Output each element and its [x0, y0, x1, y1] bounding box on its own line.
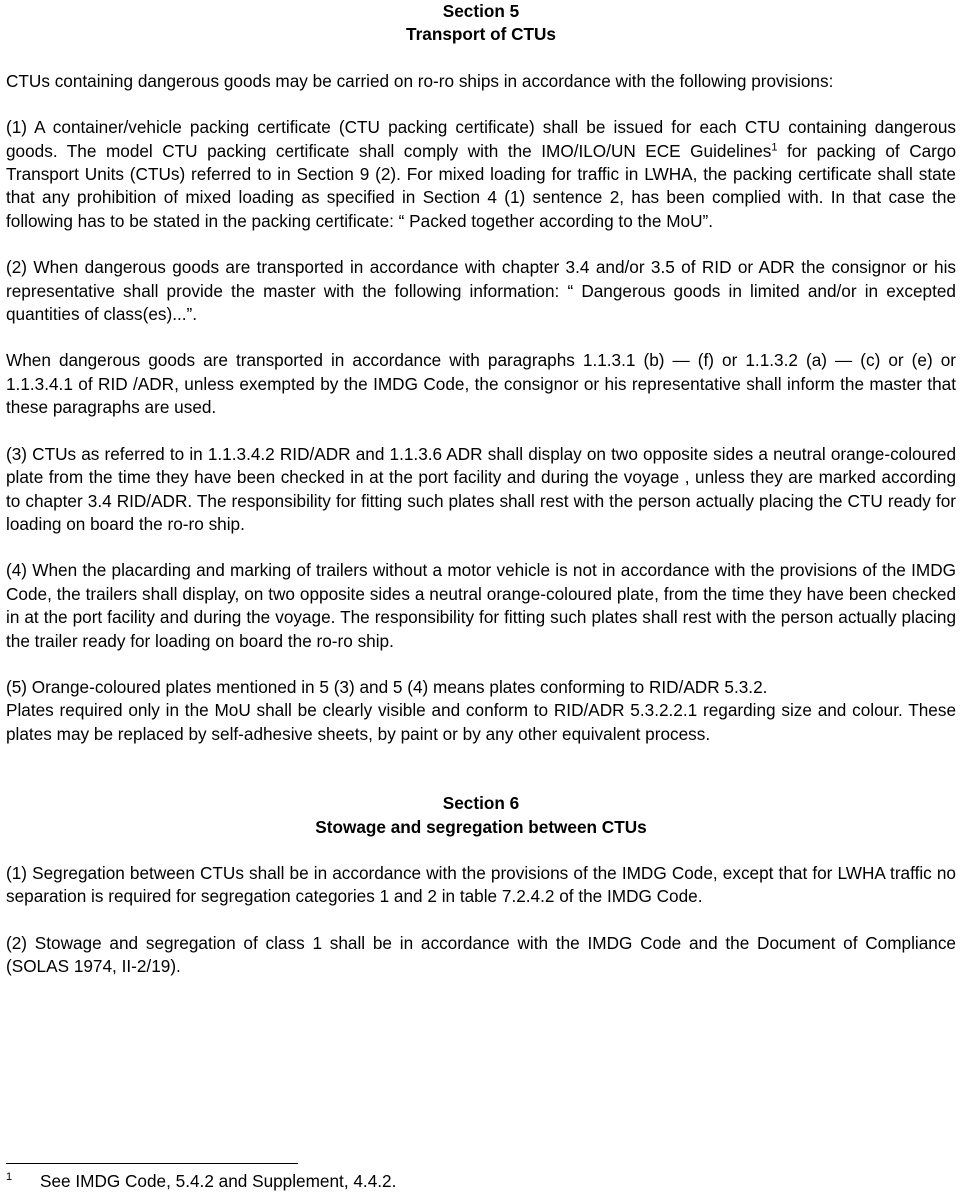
section-6-title: Stowage and segregation between CTUs — [315, 816, 647, 837]
footnote-reference: 1 — [771, 140, 778, 153]
paragraph-1-text-b: for packing of Cargo Transport Units (CTUs) referred to in Section 9 (2). For mixed loading for traffic in LWHA, the packing certificate shall state that any prohibition of mixed loading as specified in Section 4 (1) sentence 2, has been complied with. In that case the following has to be stated in the packing certificate: “ Packed together according to the MoU”. — [6, 140, 957, 231]
section-5-paragraph-5a: (5) Orange-coloured plates mentioned in 5 (3) and 5 (4) means plates conforming to RID/ADR 5.3.2. — [6, 676, 768, 697]
footnote: 1 See IMDG Code, 5.4.2 and Supplement, 4.4.2. — [6, 1171, 397, 1191]
section-6-paragraph-2: (2) Stowage and segregation of class 1 shall be in accordance with the IMDG Code and the Document of Compliance (SOLAS 1974, II-2/19). — [6, 932, 956, 977]
section-6-number: Section 6 — [442, 793, 520, 814]
section-5-paragraph-3: (3) CTUs as referred to in 1.1.3.4.2 RID/ADR and 1.1.3.6 ADR shall display on two opposite sides a neutral orange-coloured plate from the time they have been checked in at the port facility and during the voyage , unless they are marked according to chapter 3.4 RID/ADR. The responsibility for fitting such plates shall rest with the person actually placing the CTU ready for loading on board the ro-ro ship. — [6, 443, 956, 534]
paragraph-1-text-a: (1) A container/vehicle packing certificate (CTU packing certificate) shall be issued for each CTU containing dangerous goods. The model CTU packing certificate shall comply with the IMO/ILO/UN ECE Guidelines — [6, 117, 956, 161]
section-5-paragraph-2b: When dangerous goods are transported in accordance with paragraphs 1.1.3.1 (b) — (f) or 1.1.3.2 (a) — (c) or (e) or 1.1.3.4.1 of RID /ADR, unless exempted by the IMDG Code, the consignor or his representative shall inform the master that these paragraphs are used. — [6, 350, 956, 418]
document-page — [6, 0, 956, 979]
section-5-paragraph-1 — [6, 116, 956, 233]
footnote-text: See IMDG Code, 5.4.2 and Supplement, 4.4.2. — [40, 1171, 397, 1191]
section-5-paragraph-4: (4) When the placarding and marking of trailers without a motor vehicle is not in accordance with the provisions of the IMDG Code, the trailers shall display, on two opposite sides a neutral orange-coloured plate, from the time they have been checked in at the port facility and during the voyage. The responsibility for fitting such plates shall rest with the person actually placing the trailer ready for loading on board the ro-ro ship. — [6, 560, 956, 651]
footnote-divider — [6, 1163, 298, 1164]
section-5-paragraph-5b: Plates required only in the MoU shall be clearly visible and conform to RID/ADR 5.3.2.2.1 regarding size and colour. These plates may be replaced by self-adhesive sheets, by paint or by any other equivalent process. — [6, 700, 956, 744]
section-5-number: Section 5 — [442, 1, 520, 21]
section-6-paragraph-1: (1) Segregation between CTUs shall be in accordance with the provisions of the IMDG Code, except that for LWHA traffic no separation is required for segregation categories 1 and 2 in table 7.2.4.2 of the IMDG Code. — [6, 862, 956, 907]
section-5-paragraph-2: (2) When dangerous goods are transported in accordance with chapter 3.4 and/or 3.5 of RID or ADR the consignor or his representative shall provide the master with the following information: “ Dangerous goods in limited and/or in excepted quantities of class(es)...”. — [6, 257, 956, 325]
section-5-intro: CTUs containing dangerous goods may be carried on ro-ro ships in accordance with the following provisions: — [6, 70, 834, 91]
section-5-title: Transport of CTUs — [406, 24, 556, 45]
